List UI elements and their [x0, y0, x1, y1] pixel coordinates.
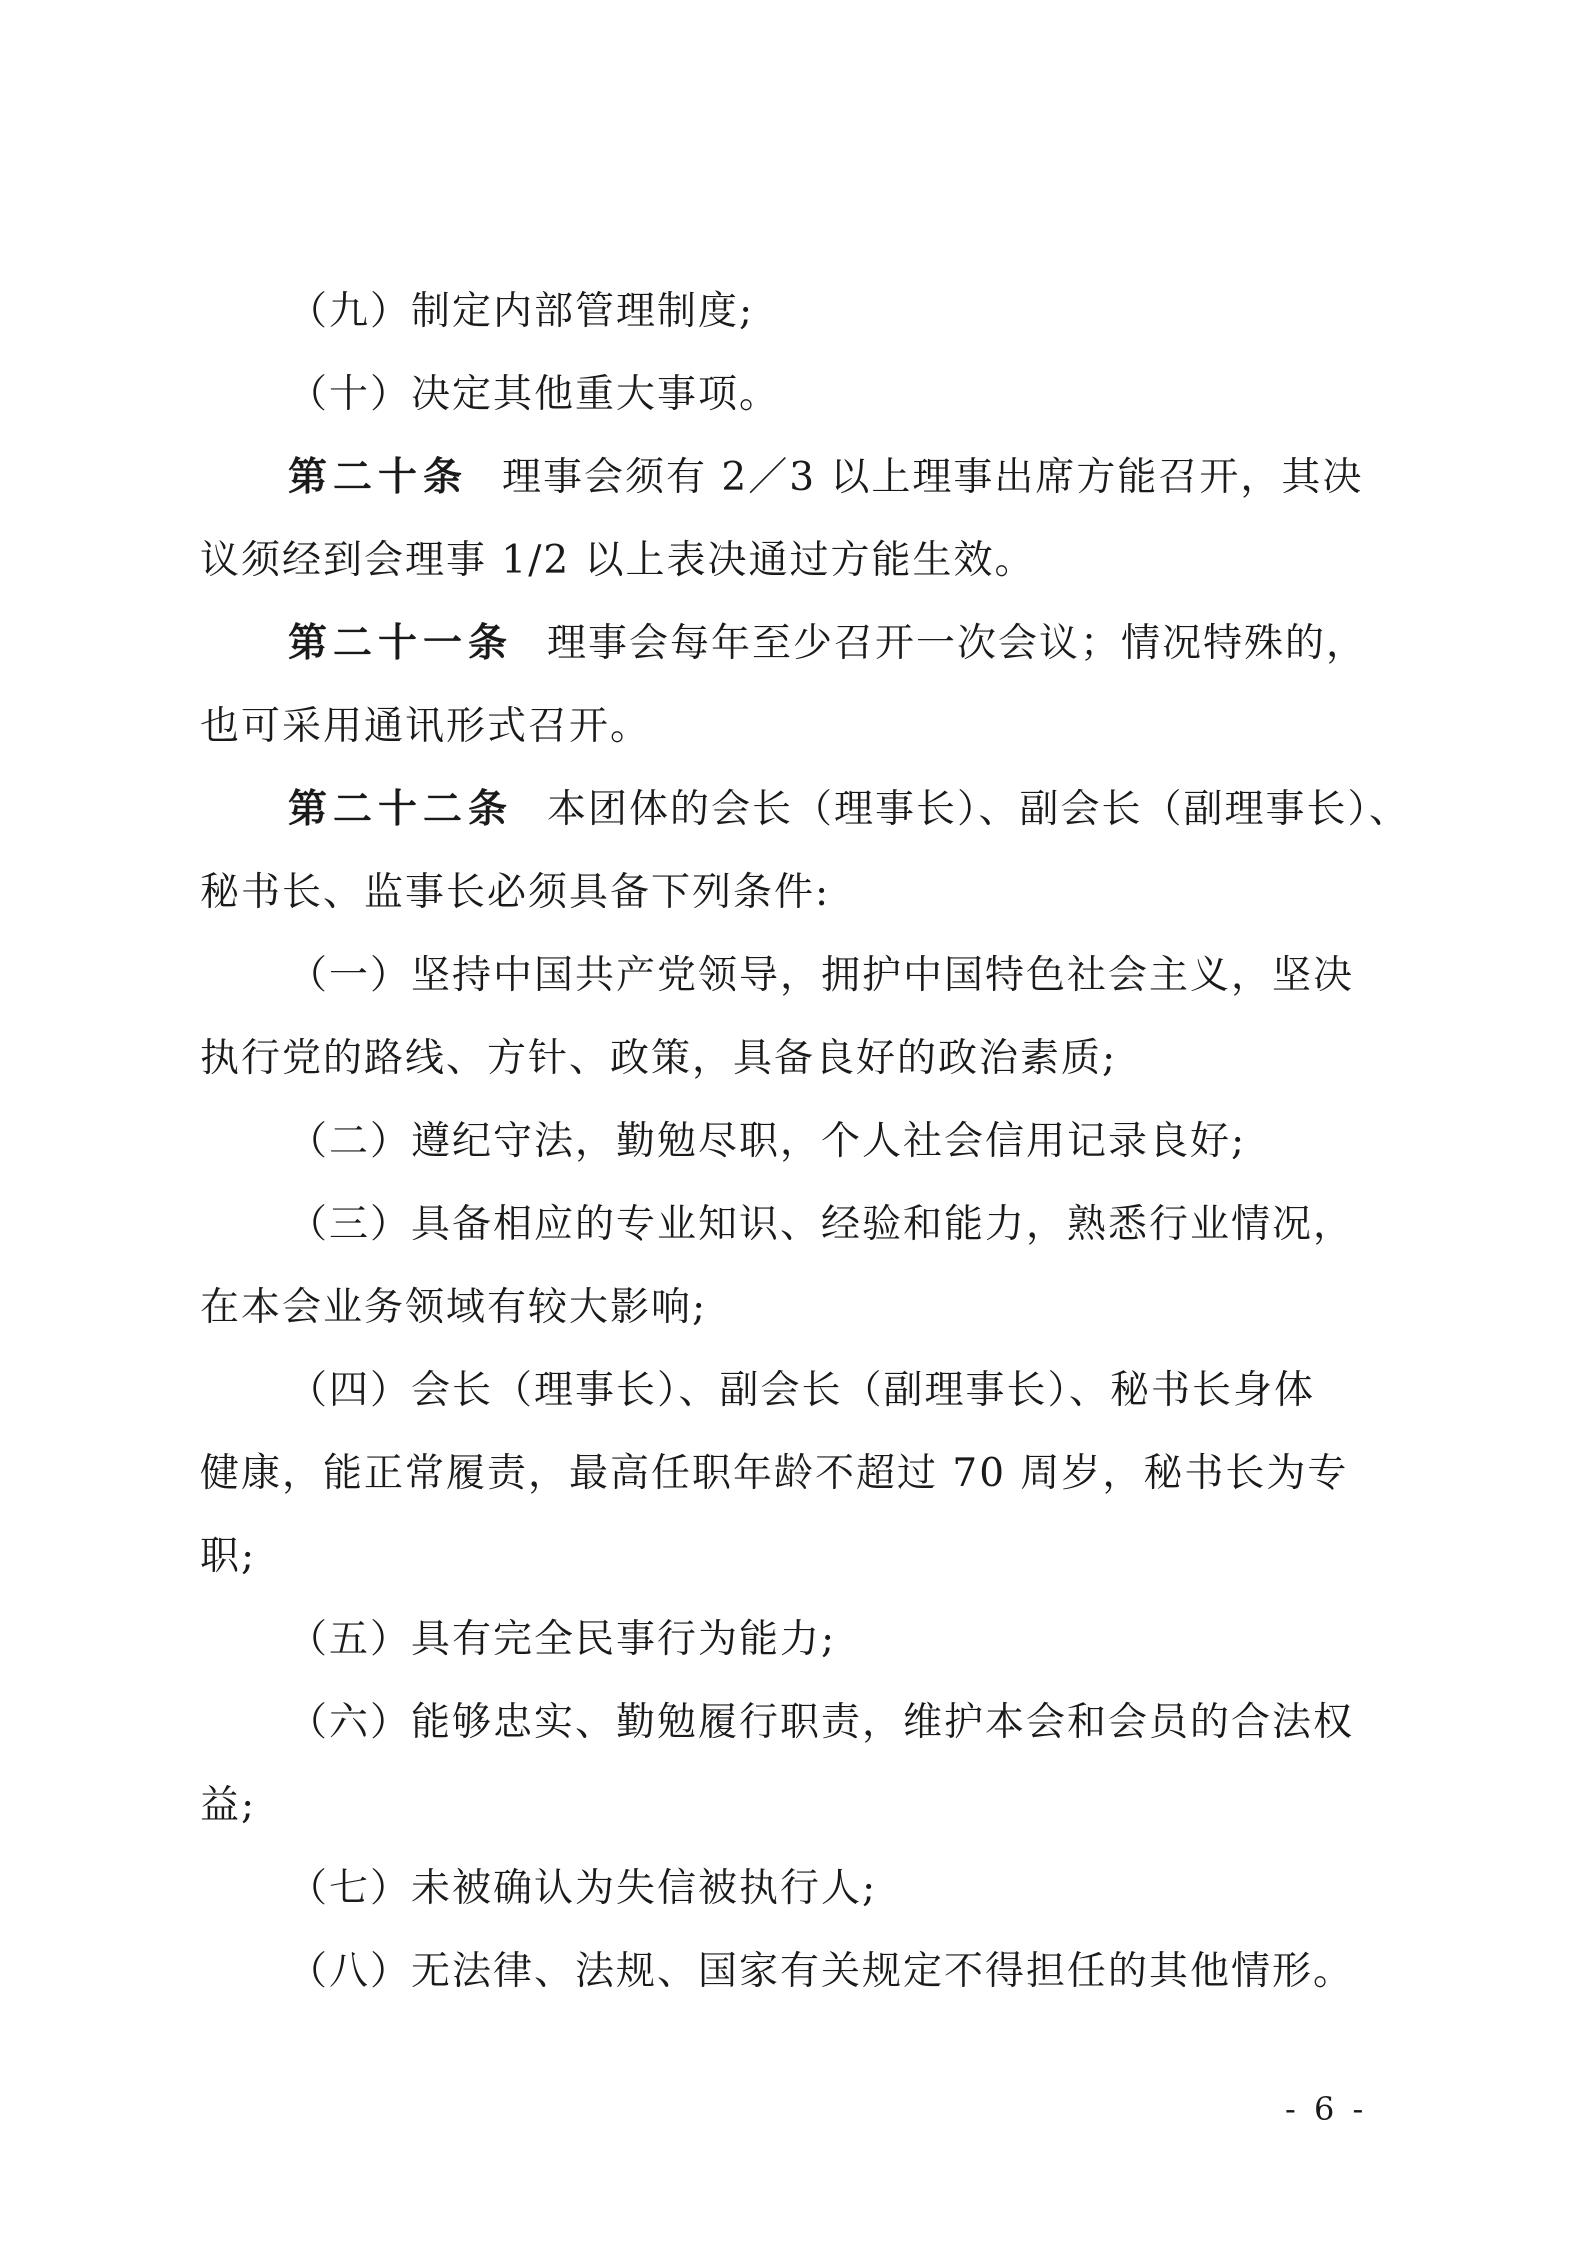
line-text: 执行党的路线、方针、政策，具备良好的政治素质;: [200, 1036, 1118, 1081]
article-number: 第二十一条: [288, 620, 514, 666]
line-text: （一）坚持中国共产党领导，拥护中国特色社会主义，坚决: [288, 953, 1355, 998]
text-line: [200, 1598, 1390, 1681]
text-line: [200, 934, 1390, 1017]
text-line: [200, 1432, 1390, 1515]
line-text: 议须经到会理事 1/2 以上表决通过方能生效。: [200, 538, 1036, 583]
text-line: [200, 685, 1390, 768]
text-line: [200, 270, 1390, 353]
line-text: 健康，能正常履责，最高任职年龄不超过 70 周岁，秘书长为专: [200, 1451, 1349, 1496]
text-line: [200, 851, 1390, 934]
article-number: 第二十条: [288, 454, 469, 500]
line-text: 理事会每年至少召开一次会议；情况特殊的，: [547, 621, 1368, 666]
line-text: （五）具有完全民事行为能力;: [288, 1617, 837, 1662]
line-text: （六）能够忠实、勤勉履行职责，维护本会和会员的合法权: [288, 1700, 1355, 1745]
text-line: [200, 1515, 1390, 1598]
text-line: [200, 353, 1390, 436]
line-text: 在本会业务领域有较大影响;: [200, 1285, 708, 1330]
text-line: [200, 1764, 1390, 1847]
line-text: （四）会长（理事长）、副会长（副理事长）、秘书长身体: [288, 1368, 1316, 1413]
line-text: （三）具备相应的专业知识、经验和能力，熟悉行业情况，: [288, 1202, 1355, 1247]
text-line: [200, 1017, 1390, 1100]
line-text: （九）制定内部管理制度;: [288, 289, 755, 334]
text-line: [200, 1183, 1390, 1266]
line-text: 理事会须有 2／3 以上理事出席方能召开，其决: [502, 455, 1364, 500]
text-line: [200, 1681, 1390, 1764]
line-text: （八）无法律、法规、国家有关规定不得担任的其他情形。: [288, 1949, 1355, 1994]
text-line: [200, 1847, 1390, 1930]
page-number: - 6 -: [1285, 2090, 1368, 2128]
text-line: [200, 1349, 1390, 1432]
text-line: [200, 1100, 1390, 1183]
line-text: 职;: [200, 1534, 257, 1579]
document-body: [200, 270, 1411, 2013]
line-text: 秘书长、监事长必须具备下列条件:: [200, 870, 831, 915]
line-text: （十）决定其他重大事项。: [288, 372, 781, 417]
article-line: [200, 602, 1390, 685]
text-line: [200, 1930, 1390, 2013]
text-line: [200, 519, 1390, 602]
line-text: （七）未被确认为失信被执行人;: [288, 1866, 878, 1911]
article-line: [200, 436, 1390, 519]
line-text: 本团体的会长（理事长）、副会长（副理事长）、: [547, 787, 1411, 832]
article-line: [200, 768, 1411, 851]
line-text: 益;: [200, 1783, 257, 1828]
line-text: 也可采用通讯形式召开。: [200, 704, 652, 749]
article-number: 第二十二条: [288, 786, 514, 832]
text-line: [200, 1266, 1390, 1349]
line-text: （二）遵纪守法，勤勉尽职，个人社会信用记录良好;: [288, 1119, 1247, 1164]
